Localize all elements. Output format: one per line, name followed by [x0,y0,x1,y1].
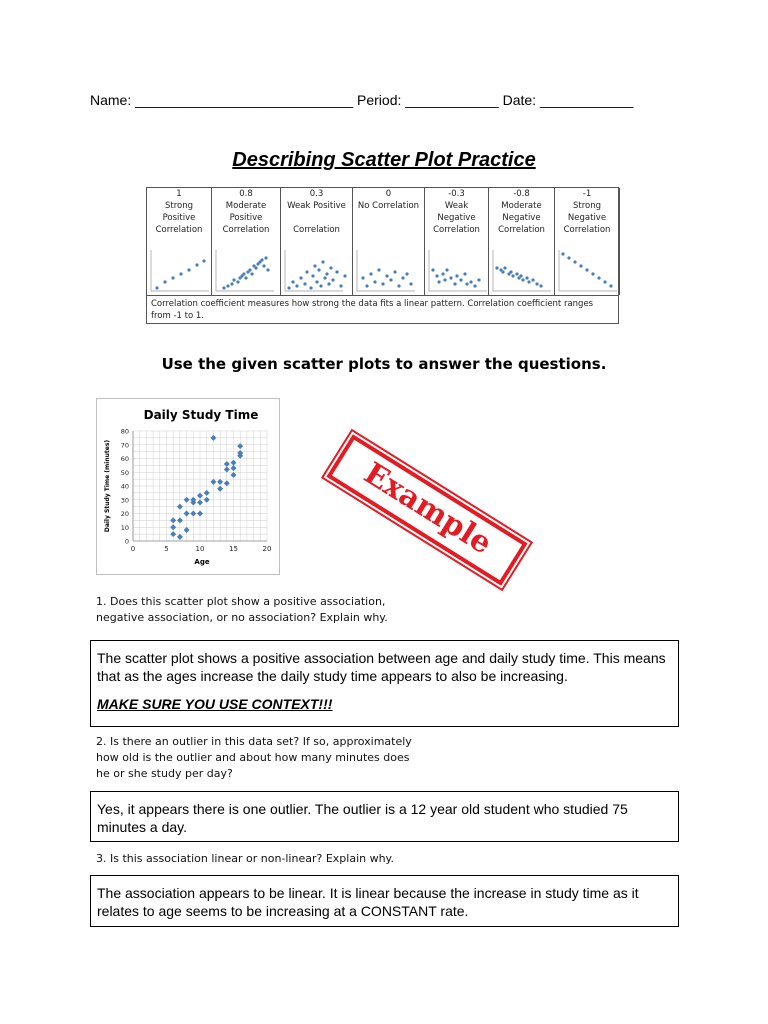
corr-value: 0 [385,189,392,199]
mini-point [435,274,438,277]
mini-point [409,282,412,285]
question-2: 2. Is there an outlier in this data set? If so, approximately how old is the outlier and about how many minutes does he or she study per day? [96,735,412,780]
data-point [204,490,210,496]
x-tick-label: 0 [130,545,136,553]
corr-value: 1 [176,189,182,199]
mini-point [155,286,158,289]
mini-point [501,270,504,273]
mini-point [187,268,190,271]
corr-label: Strong Negative Correlation [563,201,611,235]
mini-scatter-moderate-negative [491,248,553,293]
mini-point [511,274,514,277]
data-point [210,435,216,441]
data-point [170,524,176,530]
data-point [170,531,176,537]
mini-axes [151,250,209,291]
mini-scatter-strong-positive [149,248,210,293]
corr-value: 0.3 [309,189,324,199]
mini-point [385,274,388,277]
mini-point [431,268,434,271]
data-point [231,460,237,466]
mini-point [236,280,239,283]
mini-point [230,282,233,285]
data-point [190,511,196,517]
mini-point [539,284,542,287]
mini-point [303,282,306,285]
corr-value: -1 [582,189,592,199]
mini-point [365,284,368,287]
data-point [197,511,203,517]
mini-point [609,284,612,287]
data-point [224,467,230,473]
y-tick-label: 10 [120,523,129,532]
mini-point [443,278,446,281]
mini-point [327,282,330,285]
corr-label: No Correlation [357,201,420,211]
chart-grid [133,431,267,541]
corr-col-weak-positive [281,188,353,295]
mini-point [515,272,518,275]
mini-point [459,278,462,281]
mini-point [603,280,606,283]
x-tick-label: 10 [195,545,205,553]
mini-point [299,276,302,279]
mini-point [531,278,534,281]
mini-point [453,282,456,285]
y-tick-label: 40 [120,482,129,491]
data-point [231,472,237,478]
instruction-heading: Use the given scatter plots to answer the questions. [161,355,607,373]
mini-point [315,280,318,283]
daily-study-time-chart [96,398,280,575]
data-point [184,511,190,517]
mini-scatter-strong-negative [557,248,618,293]
mini-point [521,278,524,281]
mini-point [465,282,468,285]
y-tick-label: 60 [120,455,129,463]
mini-point [445,268,448,271]
data-point [184,497,190,503]
mini-point [248,268,251,271]
mini-point [503,266,506,269]
y-tick-label: 0 [124,537,129,546]
mini-point [405,272,408,275]
mini-point [244,276,247,279]
mini-axes [216,250,274,291]
mini-point [232,278,235,281]
mini-point [222,286,225,289]
y-tick-label: 70 [120,441,129,450]
mini-point [171,276,174,279]
data-point [184,527,190,533]
corr-col-weak-negative [425,188,489,295]
mini-scatter-weak-positive [283,248,351,293]
mini-point [525,276,528,279]
mini-point [319,284,322,287]
mini-point [242,272,245,275]
mini-axes [429,250,487,291]
mini-point [250,272,253,275]
mini-point [369,272,372,275]
y-tick-label: 50 [120,468,129,477]
data-point [210,479,216,485]
mini-point [567,256,570,259]
mini-point [317,268,320,271]
data-point [224,461,230,467]
mini-point [441,272,444,275]
mini-point [495,266,498,269]
y-axis-label: Daily Study Time (minutes) [104,439,111,533]
mini-point [264,256,267,259]
correlation-footnote: Correlation coefficient measures how strong the data fits a linear pattern. Correlation coefficient ranges from -1 to 1. [147,295,618,325]
data-point [204,497,210,503]
answer-2-text: Yes, it appears there is one outlier. The outlier is a 12 year old student who studied 75 minutes a day. [97,801,628,835]
mini-point [401,276,404,279]
data-point [177,534,183,540]
mini-point [473,284,476,287]
corr-label: Weak Negative Correlation [433,201,480,235]
chart-title: Daily Study Time [143,408,259,422]
mini-point [579,264,582,267]
mini-axes [357,250,415,291]
mini-point [535,282,538,285]
mini-point [305,270,308,273]
x-tick-label: 15 [229,545,238,553]
data-point [170,517,176,523]
mini-point [254,266,257,269]
mini-point [195,263,198,266]
mini-point [361,276,364,279]
mini-point [477,278,480,281]
mini-point [373,280,376,283]
mini-point [262,264,265,267]
data-point [231,465,237,471]
corr-label: Weak Positive Correlation [287,201,346,235]
mini-point [437,280,440,283]
corr-col-strong-positive [147,188,212,295]
data-point [177,517,183,523]
mini-point [377,268,380,271]
mini-point [260,258,263,261]
corr-value: -0.8 [513,189,530,199]
mini-point [561,252,564,255]
question-1: 1. Does this scatter plot show a positive association, negative association, or no association? Explain why. [96,595,388,624]
x-axis-label: Age [194,558,210,566]
header-fields: Name: ____________________________ Period: ____________ Date: ____________ [90,92,634,108]
corr-label: Strong Positive Correlation [155,201,203,235]
mini-point [585,268,588,271]
mini-scatter-moderate-positive [214,248,279,293]
mini-point [311,274,314,277]
mini-point [339,284,342,287]
mini-point [389,278,392,281]
mini-point [325,272,328,275]
mini-point [455,274,458,277]
mini-point [527,280,530,283]
corr-label: Moderate Positive Correlation [222,201,270,235]
question-3: 3. Is this association linear or non-linear? Explain why. [96,852,394,865]
mini-point [163,280,166,283]
page-title: Describing Scatter Plot Practice [232,149,536,171]
x-tick-label: 5 [164,545,169,553]
mini-point [331,278,334,281]
mini-point [591,272,594,275]
answer-1-text: The scatter plot shows a positive association between age and daily study time. This means that as the ages increase the daily study time appears to also be increasing. [97,650,666,684]
mini-point [393,270,396,273]
answer-box-1 [90,640,679,727]
data-point [217,486,223,492]
answer-1-emphasis: MAKE SURE YOU USE CONTEXT!!! [97,696,333,712]
mini-point [343,274,346,277]
correlation-reference-table [146,187,619,324]
data-point [177,504,183,510]
corr-col-strong-negative [555,188,620,295]
y-tick-label: 80 [120,427,129,436]
data-point [197,493,203,499]
mini-point [321,260,324,263]
mini-scatter-no-correlation [355,248,423,293]
mini-point [573,260,576,263]
mini-point [463,272,466,275]
data-point [217,479,223,485]
corr-col-moderate-negative [489,188,555,295]
mini-scatter-weak-negative [427,248,487,293]
y-tick-label: 20 [120,510,129,518]
corr-label: Moderate Negative Correlation [498,201,545,235]
mini-axes [285,250,343,291]
mini-point [449,276,452,279]
data-point [224,480,230,486]
answer-box-2 [90,791,679,842]
mini-point [295,284,298,287]
mini-point [202,259,205,262]
y-tick-label: 30 [120,496,129,505]
corr-value: 0.8 [239,189,253,199]
mini-point [287,286,290,289]
mini-point [329,266,332,269]
mini-point [179,272,182,275]
mini-point [397,284,400,287]
answer-box-3 [90,875,679,927]
mini-point [509,270,512,273]
mini-point [381,282,384,285]
example-stamp: Example [326,434,527,586]
scatter-chart-svg [97,399,279,574]
corr-col-no-correlation [353,188,425,295]
mini-point [519,274,522,277]
corr-col-moderate-positive [212,188,281,295]
mini-point [226,284,229,287]
mini-point [335,270,338,273]
mini-point [291,280,294,283]
corr-value: -0.3 [448,189,465,199]
mini-point [323,276,326,279]
mini-point [469,280,472,283]
mini-point [266,268,269,271]
data-point [197,500,203,506]
mini-point [309,286,312,289]
answer-3-text: The association appears to be linear. It is linear because the increase in study time as it relates to age seems to be increasing at a CONSTANT rate. [97,885,639,919]
mini-point [313,264,316,267]
mini-point [597,276,600,279]
data-point [237,443,243,449]
x-tick-label: 20 [262,545,272,553]
